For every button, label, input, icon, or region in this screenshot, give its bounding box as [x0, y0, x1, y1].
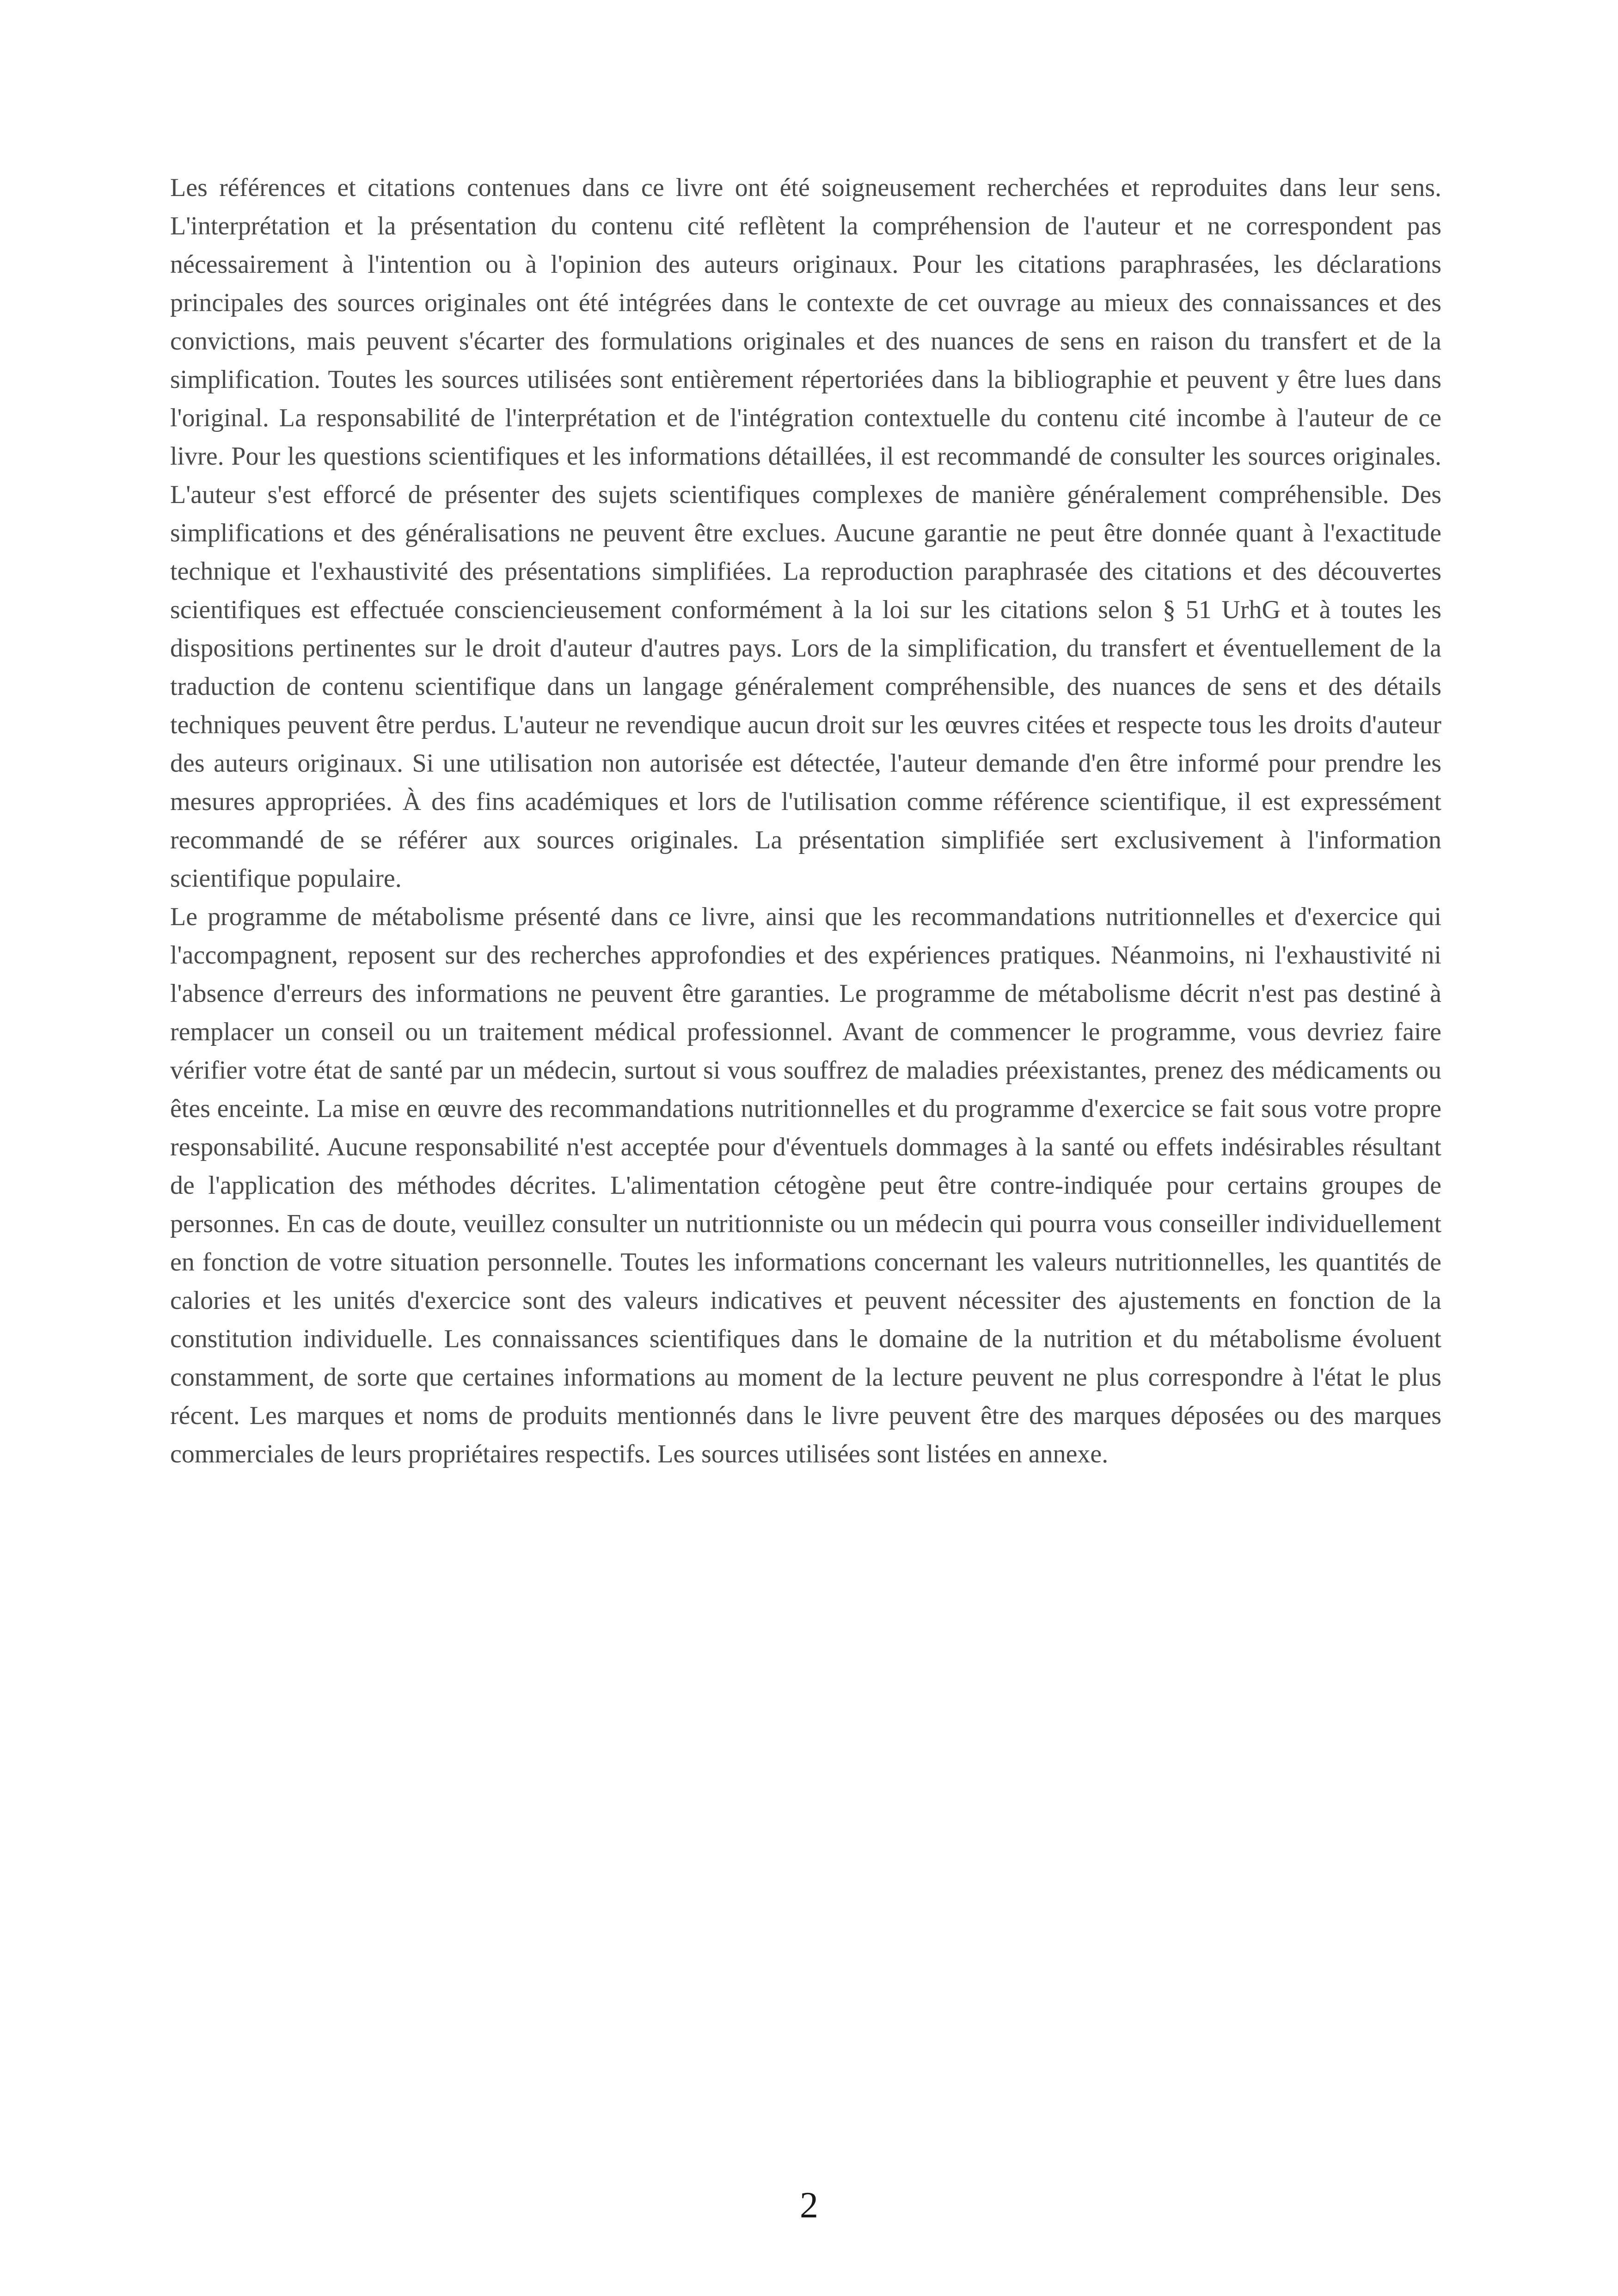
paragraph-metabolism-disclaimer: Le programme de métabolisme présenté dans ce livre, ainsi que les recommandations nutritionnelles et d'exercice qui l'accompagnent, reposent sur des recherches approfondies et des expériences pratiques. Néanmoins, ni l'exhaustivité ni l'absence d'erreurs des informations ne peuvent être garanties. Le programme de métabolisme décrit n'est pas destiné à remplacer un conseil ou un traitement médical professionnel. Avant de commencer le programme, vous devriez faire vérifier votre état de santé par un médecin, surtout si vous souffrez de maladies préexistantes, prenez des médicaments ou êtes enceinte. La mise en œuvre des recommandations nutritionnelles et du programme d'exercice se fait sous votre propre responsabilité. Aucune responsabilité n'est acceptée pour d'éventuels dommages à la santé ou effets indésirables résultant de l'application des méthodes décrites. L'alimentation cétogène peut être contre-indiquée pour certains groupes de personnes. En cas de doute, veuillez consulter un nutritionniste ou un médecin qui pourra vous conseiller individuellement en fonction de votre situation personnelle. Toutes les informations concernant les valeurs nutritionnelles, les quantités de calories et les unités d'exercice sont des valeurs indicatives et peuvent nécessiter des ajustements en fonction de la constitution individuelle. Les connaissances scientifiques dans le domaine de la nutrition et du métabolisme évoluent constamment, de sorte que certaines informations au moment de la lecture peuvent ne plus correspondre à l'état le plus récent. Les marques et noms de produits mentionnés dans le livre peuvent être des marques déposées ou des marques commerciales de leurs propriétaires respectifs. Les sources utilisées sont listées en annexe. — [170, 902, 1441, 1468]
page-number: 2 — [800, 2185, 818, 2226]
body-text — [170, 169, 1441, 1473]
paragraph-citations-disclaimer: Les références et citations contenues dans ce livre ont été soigneusement recherchées et reproduites dans leur sens. L'interprétation et la présentation du contenu cité reflètent la compréhension de l'auteur et ne correspondent pas nécessairement à l'intention ou à l'opinion des auteurs originaux. Pour les citations paraphrasées, les déclarations principales des sources originales ont été intégrées dans le contexte de cet ouvrage au mieux des connaissances et des convictions, mais peuvent s'écarter des formulations originales et des nuances de sens en raison du transfert et de la simplification. Toutes les sources utilisées sont entièrement répertoriées dans la bibliographie et peuvent y être lues dans l'original. La responsabilité de l'interprétation et de l'intégration contextuelle du contenu cité incombe à l'auteur de ce livre. Pour les questions scientifiques et les informations détaillées, il est recommandé de consulter les sources originales. L'auteur s'est efforcé de présenter des sujets scientifiques complexes de manière généralement compréhensible. Des simplifications et des généralisations ne peuvent être exclues. Aucune garantie ne peut être donnée quant à l'exactitude technique et l'exhaustivité des présentations simplifiées. La reproduction paraphrasée des citations et des découvertes scientifiques est effectuée consciencieusement conformément à la loi sur les citations selon § 51 UrhG et à toutes les dispositions pertinentes sur le droit d'auteur d'autres pays. Lors de la simplification, du transfert et éventuellement de la traduction de contenu scientifique dans un langage généralement compréhensible, des nuances de sens et des détails techniques peuvent être perdus. L'auteur ne revendique aucun droit sur les œuvres citées et respecte tous les droits d'auteur des auteurs originaux. Si une utilisation non autorisée est détectée, l'auteur demande d'en être informé pour prendre les mesures appropriées. À des fins académiques et lors de l'utilisation comme référence scientifique, il est expressément recommandé de se référer aux sources originales. La présentation simplifiée sert exclusivement à l'information scientifique populaire. — [170, 173, 1441, 893]
